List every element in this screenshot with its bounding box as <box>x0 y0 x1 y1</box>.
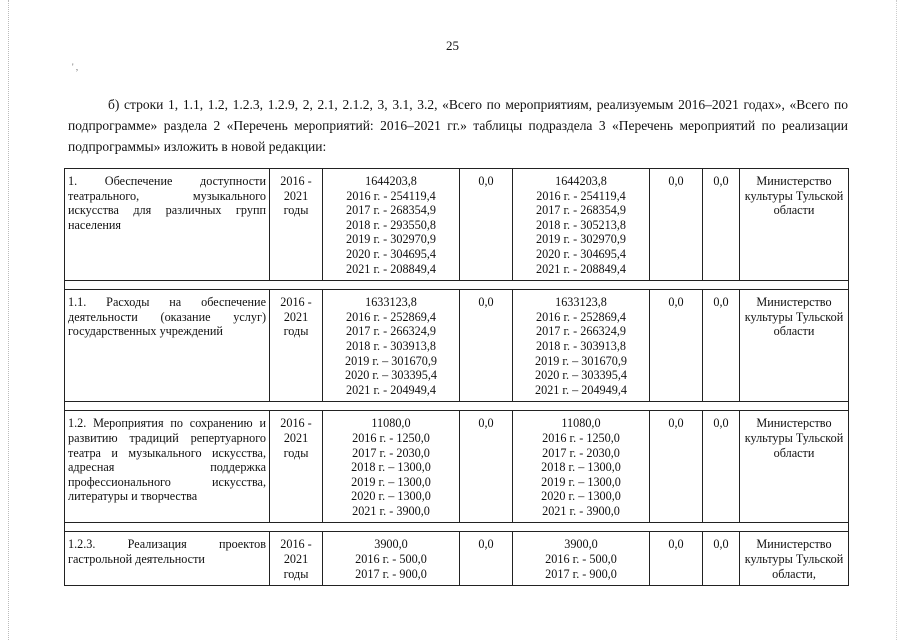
page-number: 25 <box>446 38 459 53</box>
regional-funding-line: 11080,0 <box>561 416 601 431</box>
executor-line: культуры Тульской <box>744 430 844 445</box>
regional-funding-line: 2017 г. - 2030,0 <box>542 445 620 460</box>
measure-name-cell <box>65 290 270 402</box>
municipal-funding-cell: 0,0 <box>650 169 703 281</box>
total-funding-line: 2017 г. - 900,0 <box>355 566 427 581</box>
regional-funding-line: 2016 г. - 1250,0 <box>542 430 620 445</box>
municipal-funding-cell: 0,0 <box>650 411 703 523</box>
measure-name-line: 1.1. Расходы на обеспечение <box>68 295 266 310</box>
total-funding-cell <box>323 290 460 402</box>
total-funding-line: 2020 г. – 1300,0 <box>351 489 431 504</box>
federal-funding-cell: 0,0 <box>460 290 513 402</box>
measure-name-line: театра и музыкального искусства, <box>68 445 266 460</box>
scan-marks: ' , <box>72 62 79 72</box>
total-funding-line: 1644203,8 <box>365 174 417 188</box>
total-funding-line: 2019 г. – 301670,9 <box>345 353 437 368</box>
measure-name-line: искусства для различных групп <box>68 203 266 218</box>
period-line: 2016 - <box>280 295 312 310</box>
total-funding-line: 2019 г. – 1300,0 <box>351 474 431 489</box>
regional-funding-cell <box>513 169 650 281</box>
total-funding-line: 2020 г. – 303395,4 <box>345 368 437 383</box>
table-row <box>65 169 849 281</box>
regional-funding-line: 2019 г. – 1300,0 <box>541 474 621 489</box>
measure-name-line: адресная поддержка <box>68 460 266 475</box>
period-cell <box>270 532 323 586</box>
regional-funding-line: 2021 г. - 208849,4 <box>536 261 626 276</box>
municipal-funding-cell: 0,0 <box>650 532 703 586</box>
row-spacer <box>65 281 849 290</box>
measures-table <box>64 168 849 586</box>
regional-funding-line: 2016 г. - 254119,4 <box>536 188 626 203</box>
total-funding-line: 2016 г. - 1250,0 <box>352 430 430 445</box>
total-funding-line: 3900,0 <box>374 537 408 552</box>
regional-funding-line: 3900,0 <box>564 537 598 552</box>
executor-cell <box>740 411 849 523</box>
federal-funding-cell: 0,0 <box>460 532 513 586</box>
total-funding-line: 2017 г. - 266324,9 <box>346 324 436 339</box>
other-funding-cell: 0,0 <box>703 169 740 281</box>
regional-funding-line: 2020 г. – 1300,0 <box>541 489 621 504</box>
total-funding-line: 2021 г. - 208849,4 <box>346 261 436 276</box>
other-funding-cell: 0,0 <box>703 290 740 402</box>
regional-funding-line: 2020 г. - 304695,4 <box>536 246 626 261</box>
total-funding-line: 2021 г. - 204949,4 <box>346 382 436 397</box>
period-line: 2016 - <box>280 537 312 552</box>
regional-funding-cell <box>513 411 650 523</box>
executor-line: Министерство <box>756 174 832 188</box>
regional-funding-line: 2016 г. - 252869,4 <box>536 309 626 324</box>
total-funding-line: 11080,0 <box>371 416 411 431</box>
total-funding-cell <box>323 169 460 281</box>
measure-name-line: 1.2. Мероприятия по сохранению и <box>68 416 266 431</box>
regional-funding-cell <box>513 532 650 586</box>
period-line: 2021 <box>283 309 309 324</box>
table-row <box>65 290 849 402</box>
federal-funding-cell: 0,0 <box>460 169 513 281</box>
total-funding-line: 2016 г. - 500,0 <box>355 552 427 567</box>
intro-paragraph: б) строки 1, 1.1, 1.2, 1.2.3, 1.2.9, 2, 2.1, 2.1.2, 3, 3.1, 3.2, «Всего по мероприятиям, реализуемым 2016–2021 годах», «Всего по подпрограмме» раздела 2 «Перечень мероприятий: 2016–2021 гг.» таблицы подраздела 3 «Перечень мероприятий по реализации подпрограммы» изложить в новой редакции: <box>68 97 848 154</box>
measure-name-line: театрального, музыкального <box>68 188 266 203</box>
row-spacer <box>65 523 849 532</box>
executor-line: культуры Тульской <box>744 309 844 324</box>
measure-name-line: 1.2.3. Реализация проектов <box>68 537 266 552</box>
measure-name-cell <box>65 532 270 586</box>
total-funding-line: 1633123,8 <box>365 295 417 310</box>
row-spacer-cell <box>65 523 849 532</box>
executor-line: культуры Тульской <box>744 552 844 567</box>
period-line: годы <box>283 324 309 339</box>
measure-name-line: 1. Обеспечение доступности <box>68 174 266 188</box>
total-funding-cell <box>323 411 460 523</box>
executor-line: области, <box>772 566 816 581</box>
total-funding-line: 2016 г. - 254119,4 <box>346 188 436 203</box>
left-edge-scan-dots <box>8 0 11 640</box>
regional-funding-line: 2020 г. – 303395,4 <box>535 368 627 383</box>
regional-funding-line: 2017 г. - 900,0 <box>545 566 617 581</box>
executor-line: Министерство <box>756 416 832 431</box>
period-line: 2021 <box>283 188 309 203</box>
measure-name-line: литературы и творчества <box>68 489 198 504</box>
other-funding-cell: 0,0 <box>703 532 740 586</box>
regional-funding-line: 2019 г. – 301670,9 <box>535 353 627 368</box>
executor-cell <box>740 169 849 281</box>
measure-name-line: государственных учреждений <box>68 324 223 339</box>
executor-line: области <box>773 324 815 339</box>
executor-cell <box>740 290 849 402</box>
row-spacer-cell <box>65 281 849 290</box>
total-funding-line: 2017 г. - 2030,0 <box>352 445 430 460</box>
regional-funding-line: 2021 г. - 3900,0 <box>542 503 620 518</box>
total-funding-line: 2021 г. - 3900,0 <box>352 503 430 518</box>
period-line: годы <box>283 566 309 581</box>
measure-name-line: деятельности (оказание услуг) <box>68 309 266 324</box>
measure-name-line: развитию традиций репертуарного <box>68 430 266 445</box>
executor-line: Министерство <box>756 537 832 552</box>
total-funding-line: 2018 г. - 293550,8 <box>346 217 436 232</box>
total-funding-line: 2019 г. - 302970,9 <box>346 232 436 247</box>
table-row <box>65 411 849 523</box>
regional-funding-line: 2019 г. - 302970,9 <box>536 232 626 247</box>
executor-line: области <box>773 445 815 460</box>
period-cell <box>270 411 323 523</box>
regional-funding-line: 2016 г. - 500,0 <box>545 552 617 567</box>
row-spacer-cell <box>65 402 849 411</box>
regional-funding-line: 2017 г. - 266324,9 <box>536 324 626 339</box>
period-line: 2021 <box>283 430 309 445</box>
other-funding-cell: 0,0 <box>703 411 740 523</box>
regional-funding-line: 1633123,8 <box>555 295 607 310</box>
regional-funding-cell <box>513 290 650 402</box>
period-line: 2016 - <box>280 174 312 188</box>
measure-name-line: населения <box>68 217 122 232</box>
executor-line: культуры Тульской <box>744 188 844 203</box>
total-funding-cell <box>323 532 460 586</box>
federal-funding-cell: 0,0 <box>460 411 513 523</box>
period-cell <box>270 290 323 402</box>
regional-funding-line: 2017 г. - 268354,9 <box>536 203 626 218</box>
regional-funding-line: 2018 г. – 1300,0 <box>541 460 621 475</box>
measures-table-body <box>65 169 849 586</box>
row-spacer <box>65 402 849 411</box>
executor-cell <box>740 532 849 586</box>
period-line: годы <box>283 445 309 460</box>
total-funding-line: 2018 г. - 303913,8 <box>346 338 436 353</box>
period-line: 2016 - <box>280 416 312 431</box>
total-funding-line: 2020 г. - 304695,4 <box>346 246 436 261</box>
municipal-funding-cell: 0,0 <box>650 290 703 402</box>
total-funding-line: 2016 г. - 252869,4 <box>346 309 436 324</box>
regional-funding-line: 1644203,8 <box>555 174 607 188</box>
regional-funding-line: 2018 г. - 303913,8 <box>536 338 626 353</box>
regional-funding-line: 2018 г. - 305213,8 <box>536 217 626 232</box>
total-funding-line: 2018 г. – 1300,0 <box>351 460 431 475</box>
measure-name-cell <box>65 411 270 523</box>
measure-name-cell <box>65 169 270 281</box>
regional-funding-line: 2021 г. – 204949,4 <box>535 382 627 397</box>
period-line: годы <box>283 203 309 218</box>
period-line: 2021 <box>283 552 309 567</box>
measure-name-line: профессионального искусства, <box>68 474 266 489</box>
period-cell <box>270 169 323 281</box>
measure-name-line: гастрольной деятельности <box>68 552 205 567</box>
executor-line: Министерство <box>756 295 832 310</box>
executor-line: области <box>773 203 815 218</box>
table-row <box>65 532 849 586</box>
total-funding-line: 2017 г. - 268354,9 <box>346 203 436 218</box>
right-edge-scan-dots <box>896 0 899 640</box>
